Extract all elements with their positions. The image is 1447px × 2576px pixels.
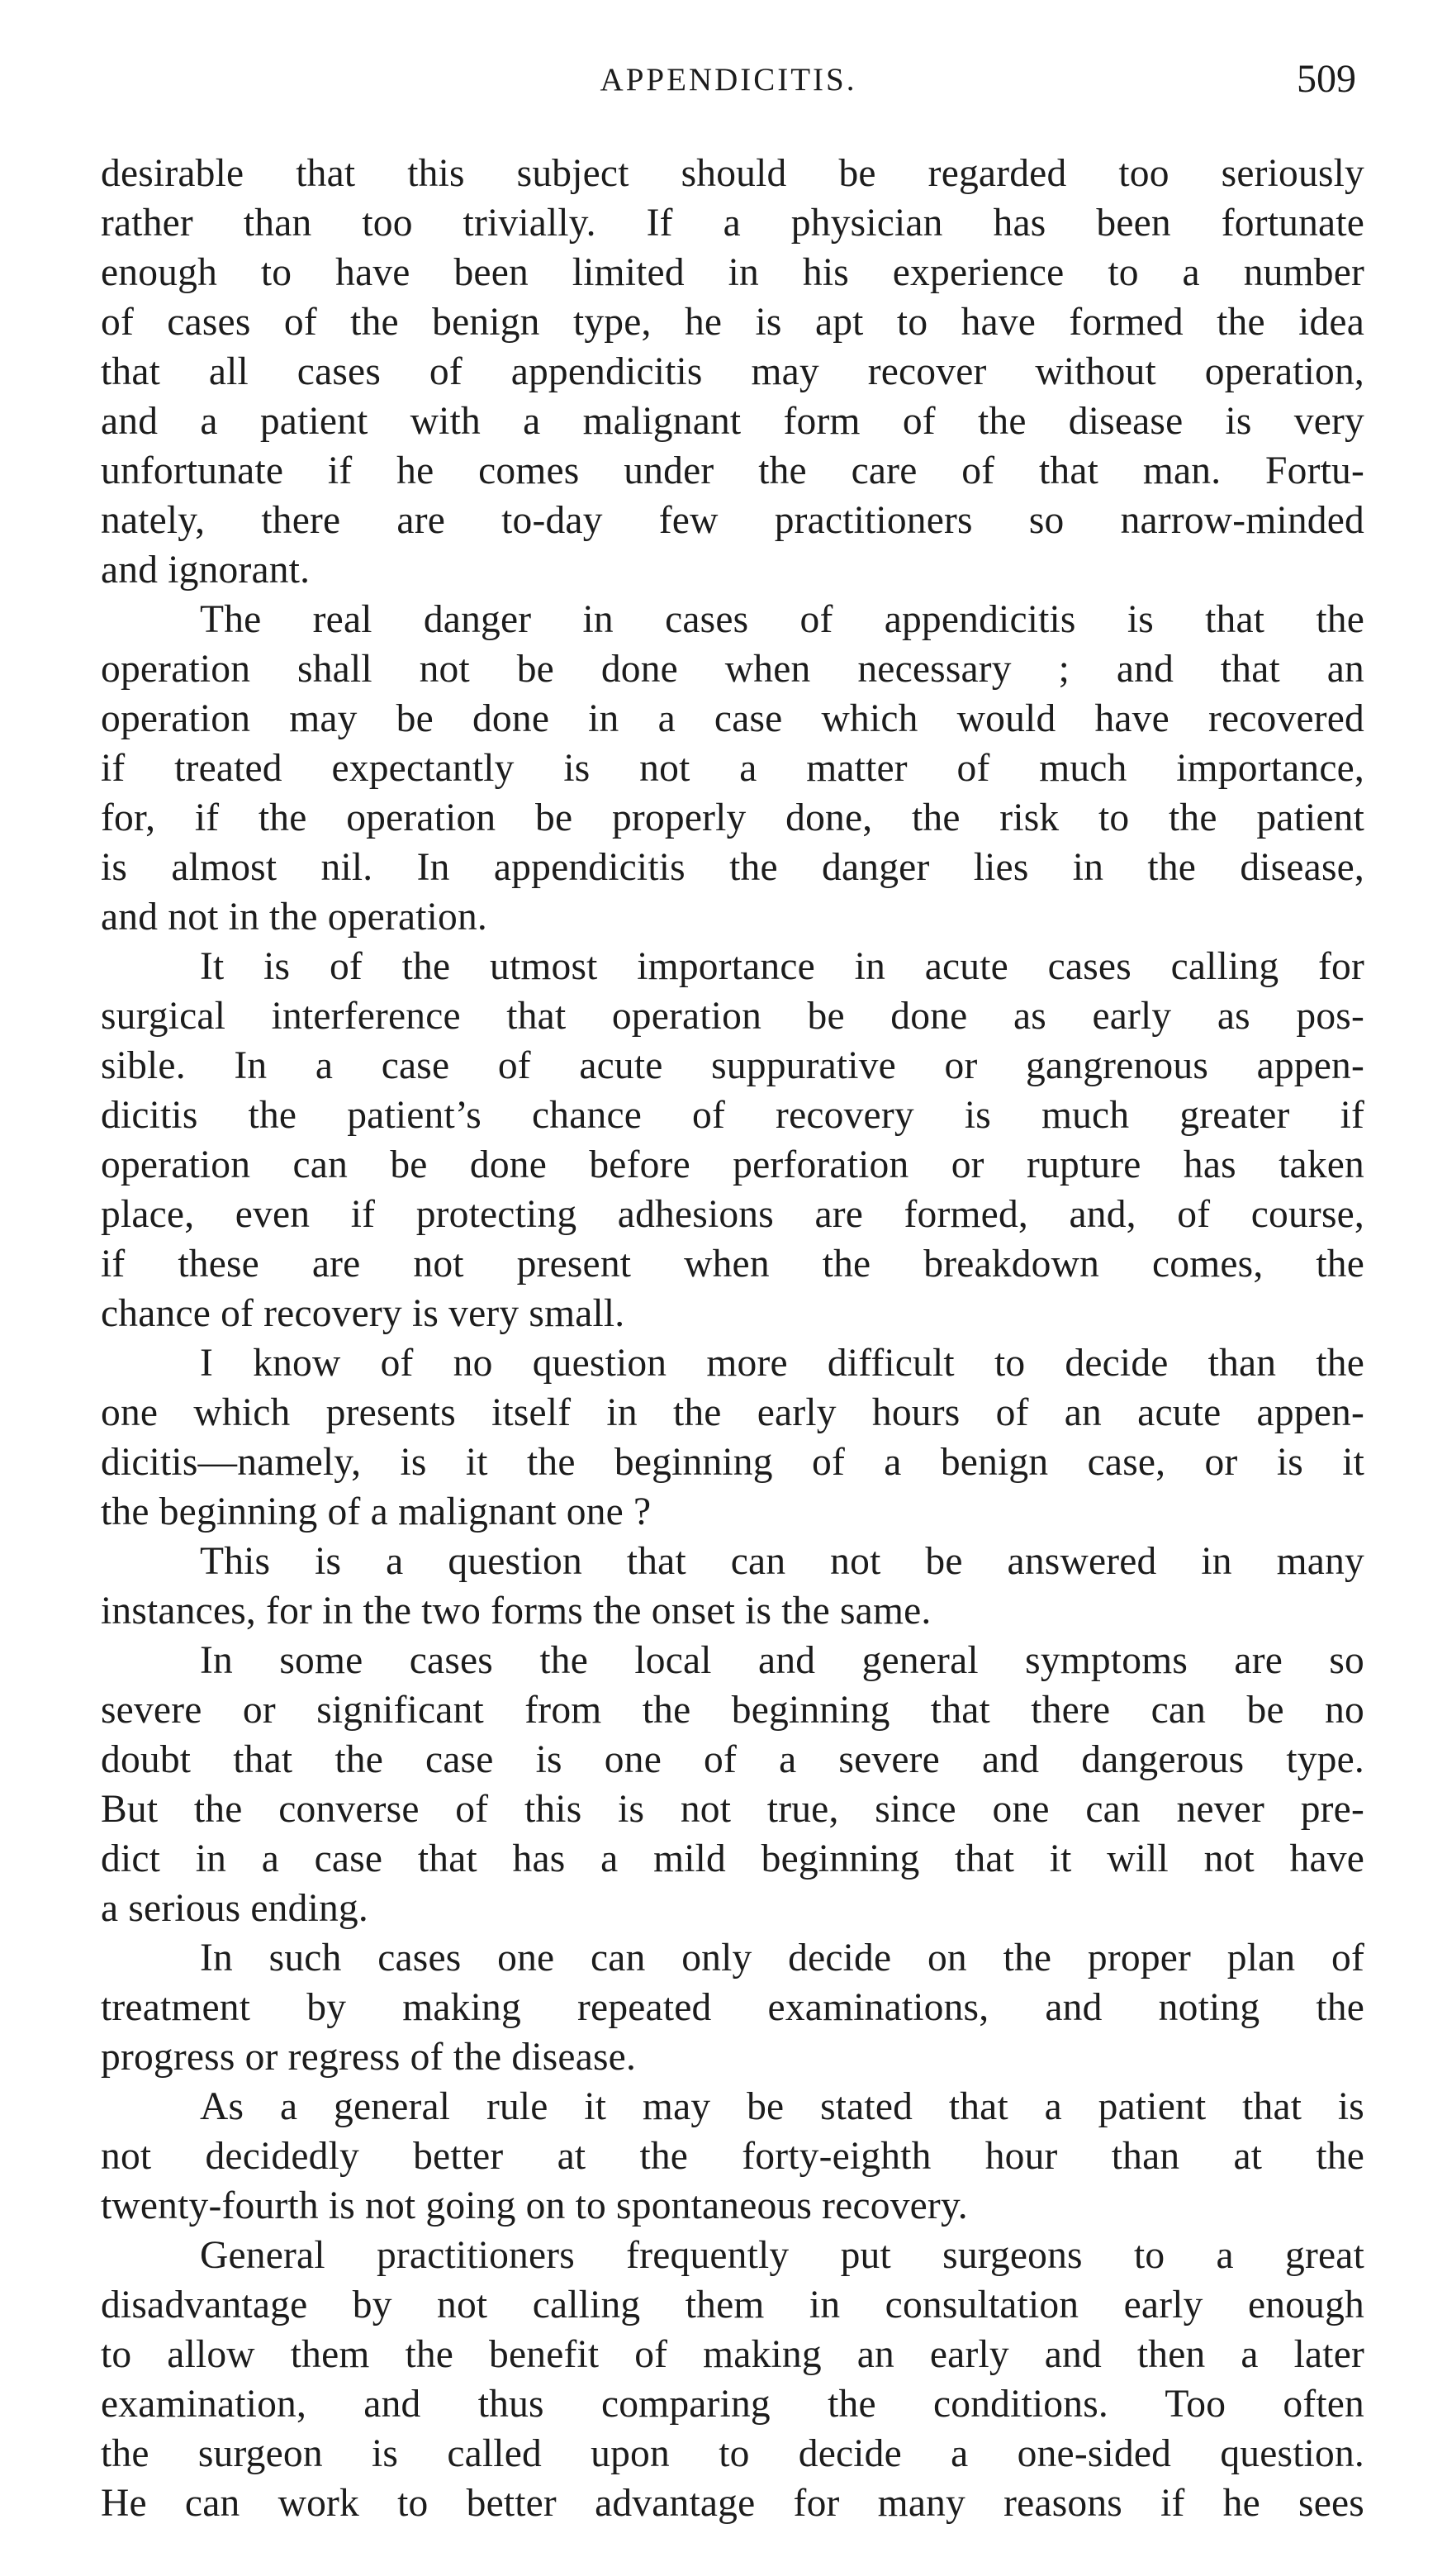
text-line: to allow them the benefit of making an early and then a later <box>101 2333 1364 2376</box>
text-line: chance of recovery is very small. <box>101 1292 625 1335</box>
page-number: 509 <box>1297 57 1356 101</box>
running-title: APPENDICITIS. <box>600 62 857 97</box>
text-line: I know of no question more difficult to decide than the <box>200 1342 1364 1385</box>
text-line: It is of the utmost importance in acute cases calling for <box>200 945 1364 988</box>
text-line: This is a question that can not be answered in many <box>200 1540 1364 1583</box>
text-line: progress or regress of the disease. <box>101 2036 637 2079</box>
text-line: In such cases one can only decide on the proper plan of <box>200 1937 1364 1980</box>
text-line: not decidedly better at the forty-eighth hour than at the <box>101 2135 1364 2178</box>
text-line: enough to have been limited in his experience to a number <box>101 251 1364 294</box>
text-line: and a patient with a malignant form of the disease is very <box>101 400 1364 443</box>
text-line: dicitis the patient’s chance of recovery is much greater if <box>101 1094 1364 1137</box>
text-line: doubt that the case is one of a severe and dangerous type. <box>101 1738 1364 1781</box>
text-line: the surgeon is called upon to decide a one-sided question. <box>101 2432 1364 2475</box>
text-line: sible. In a case of acute suppurative or gangrenous appen- <box>101 1044 1364 1087</box>
text-line: General practitioners frequently put surgeons to a great <box>200 2234 1364 2277</box>
text-line: disadvantage by not calling them in consultation early enough <box>101 2284 1364 2326</box>
text-line: instances, for in the two forms the onset is the same. <box>101 1590 932 1633</box>
text-line: if treated expectantly is not a matter of much importance, <box>101 747 1364 790</box>
text-line: rather than too trivially. If a physician has been fortunate <box>101 202 1364 245</box>
text-line: that all cases of appendicitis may recover without operation, <box>101 350 1364 393</box>
text-line: twenty-fourth is not going on to spontaneous recovery. <box>101 2184 968 2227</box>
text-line: surgical interference that operation be done as early as pos- <box>101 995 1364 1038</box>
text-line: nately, there are to-day few practitioners so narrow-minded <box>101 499 1364 542</box>
text-line: and ignorant. <box>101 549 311 592</box>
text-line: operation shall not be done when necessary ; and that an <box>101 648 1364 691</box>
text-line: dict in a case that has a mild beginning that it will not have <box>101 1837 1364 1880</box>
text-line: severe or significant from the beginning that there can be no <box>101 1689 1364 1732</box>
text-line: one which presents itself in the early hours of an acute appen- <box>101 1391 1364 1434</box>
text-line: is almost nil. In appendicitis the danger lies in the disease, <box>101 846 1364 889</box>
text-line: operation may be done in a case which would have recovered <box>101 697 1364 740</box>
text-line: the beginning of a malignant one ? <box>101 1490 652 1533</box>
text-line: desirable that this subject should be regarded too seriously <box>101 152 1364 195</box>
text-line: unfortunate if he comes under the care of that man. Fortu- <box>101 449 1364 492</box>
text-line: The real danger in cases of appendicitis is that the <box>200 598 1364 641</box>
text-line: He can work to better advantage for many reasons if he sees <box>101 2482 1364 2525</box>
text-line: In some cases the local and general symptoms are so <box>200 1639 1364 1682</box>
text-line: examination, and thus comparing the conditions. Too often <box>101 2383 1364 2426</box>
text-line: But the converse of this is not true, since one can never pre- <box>101 1788 1364 1831</box>
text-line: of cases of the benign type, he is apt to have formed the idea <box>101 301 1364 344</box>
text-line: treatment by making repeated examinations, and noting the <box>101 1986 1364 2029</box>
text-line: a serious ending. <box>101 1887 368 1930</box>
text-line: if these are not present when the breakdown comes, the <box>101 1243 1364 1286</box>
text-line: and not in the operation. <box>101 896 488 939</box>
text-line: dicitis—namely, is it the beginning of a benign case, or is it <box>101 1441 1364 1484</box>
body-text <box>101 149 1364 2528</box>
text-line: As a general rule it may be stated that a patient that is <box>200 2085 1364 2128</box>
text-line: place, even if protecting adhesions are formed, and, of course, <box>101 1193 1364 1236</box>
running-head <box>101 56 1356 122</box>
text-line: operation can be done before perforation or rupture has taken <box>101 1143 1364 1186</box>
text-line: for, if the operation be properly done, the risk to the patient <box>101 796 1364 839</box>
